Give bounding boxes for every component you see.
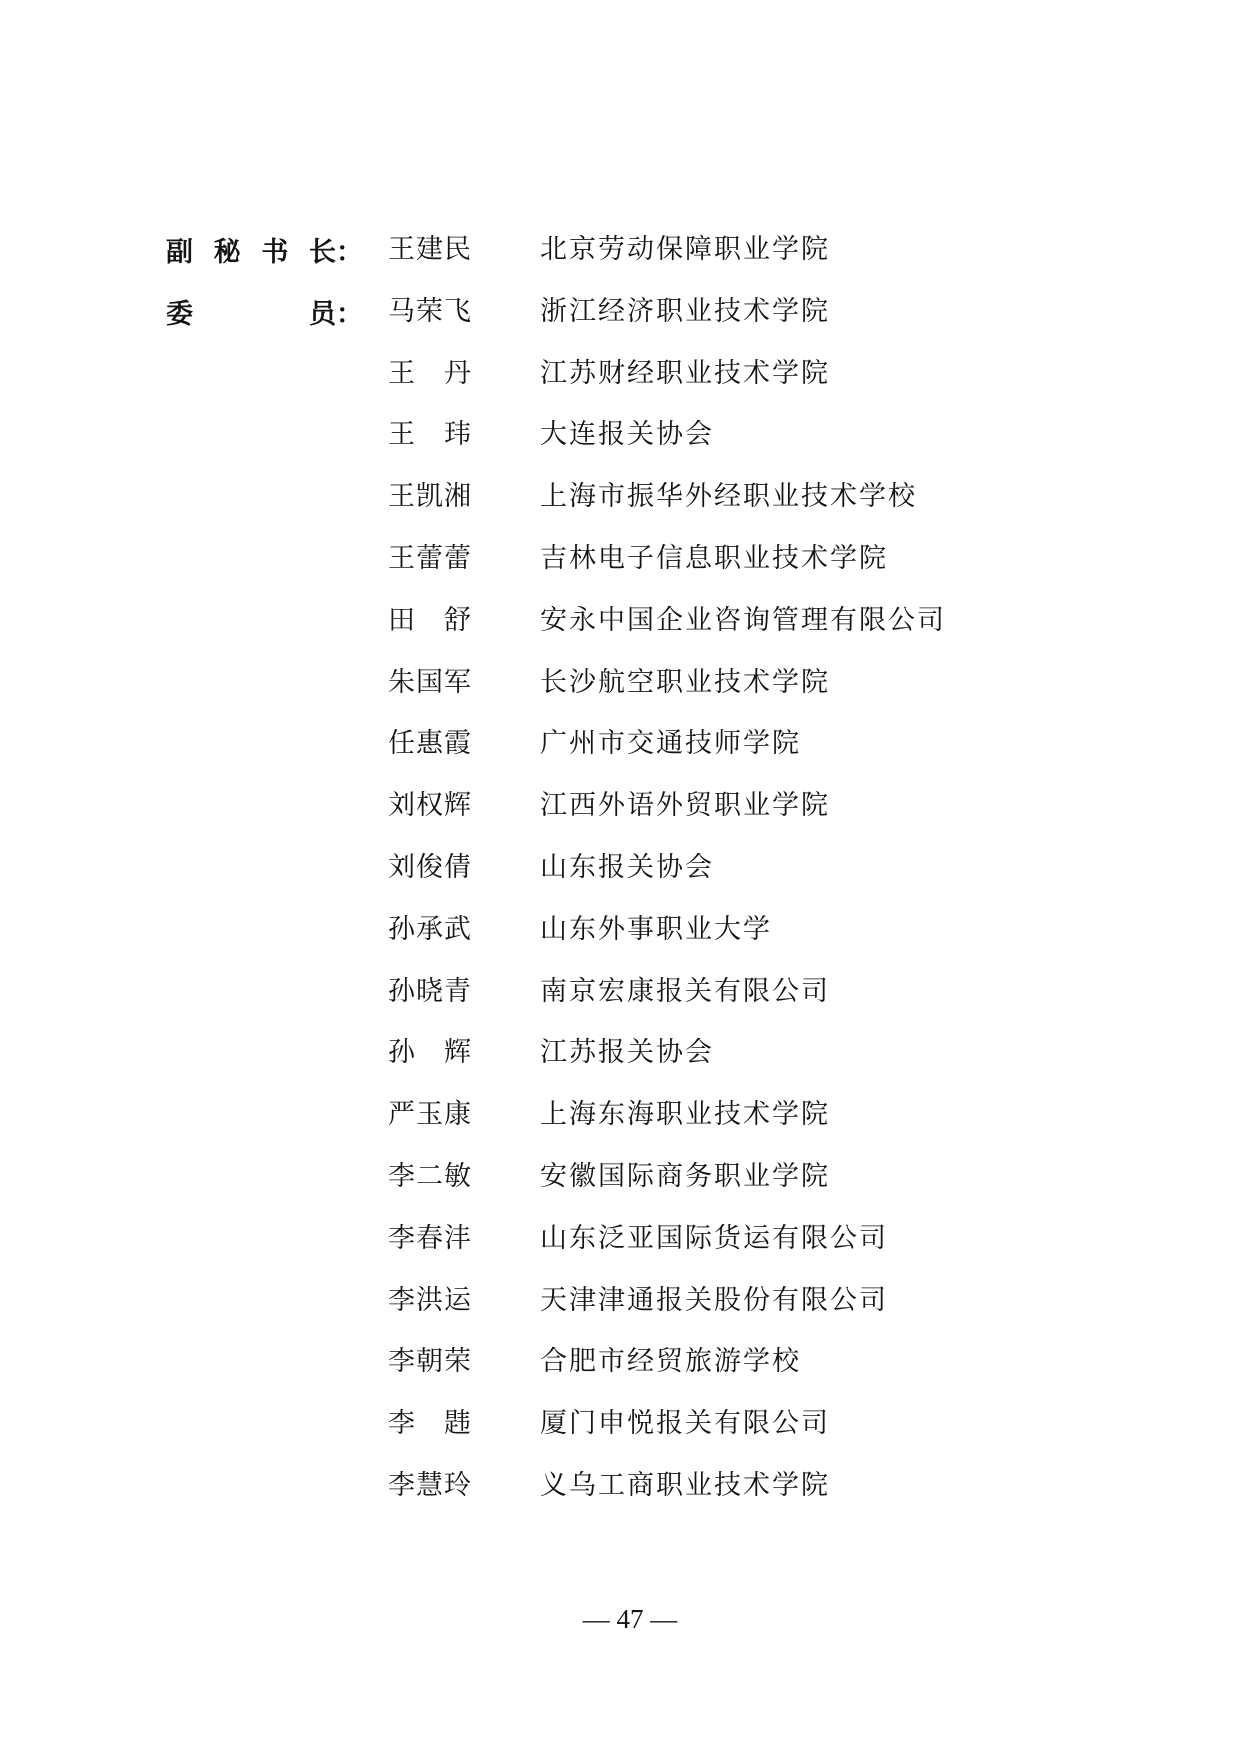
member-organization: 山东外事职业大学 xyxy=(540,913,772,945)
member-roster xyxy=(0,219,1240,1517)
member-name: 田 舒 xyxy=(388,604,472,636)
roster-row xyxy=(0,528,1240,590)
member-organization: 安永中国企业咨询管理有限公司 xyxy=(540,604,946,636)
member-organization: 上海东海职业技术学院 xyxy=(540,1099,830,1131)
section-title-label xyxy=(166,230,336,269)
roster-row xyxy=(0,219,1240,281)
roster-row xyxy=(0,713,1240,775)
member-organization: 天津津通报关股份有限公司 xyxy=(540,1284,888,1316)
member-name: 李慧玲 xyxy=(388,1469,472,1501)
member-organization: 厦门申悦报关有限公司 xyxy=(540,1408,830,1440)
section-title-char: 长 xyxy=(308,237,336,269)
page-number: — 47 — xyxy=(582,1604,678,1634)
roster-row xyxy=(0,466,1240,528)
roster-row xyxy=(0,590,1240,652)
member-organization: 合肥市经贸旅游学校 xyxy=(540,1346,801,1378)
member-organization: 山东泛亚国际货运有限公司 xyxy=(540,1222,888,1254)
member-organization: 江西外语外贸职业学院 xyxy=(540,790,830,822)
member-name: 刘俊倩 xyxy=(388,851,472,883)
member-name: 刘权辉 xyxy=(388,790,472,822)
roster-row xyxy=(0,1084,1240,1146)
roster-row xyxy=(0,343,1240,405)
member-organization: 南京宏康报关有限公司 xyxy=(540,975,830,1007)
roster-row xyxy=(0,899,1240,961)
roster-row xyxy=(0,1455,1240,1517)
section-title-char: 副 xyxy=(166,237,193,269)
roster-row xyxy=(0,652,1240,714)
member-organization: 广州市交通技师学院 xyxy=(540,728,801,760)
member-name: 王蕾蕾 xyxy=(388,542,472,574)
section-title-char: 秘 xyxy=(213,237,241,269)
member-organization: 吉林电子信息职业技术学院 xyxy=(540,542,888,574)
section-title-colon: ： xyxy=(336,299,363,331)
member-organization: 安徽国际商务职业学院 xyxy=(540,1160,830,1192)
member-name: 王 丹 xyxy=(388,357,472,389)
member-organization: 长沙航空职业技术学院 xyxy=(540,666,830,698)
member-organization: 江苏财经职业技术学院 xyxy=(540,357,830,389)
section-title-colon: ： xyxy=(336,237,363,269)
roster-row xyxy=(0,961,1240,1023)
member-name: 严玉康 xyxy=(388,1099,472,1131)
roster-row xyxy=(0,1208,1240,1270)
roster-row xyxy=(0,1022,1240,1084)
member-organization: 浙江经济职业技术学院 xyxy=(540,295,830,327)
member-name: 李 韪 xyxy=(388,1408,472,1440)
roster-row xyxy=(0,1146,1240,1208)
roster-row xyxy=(0,1331,1240,1393)
roster-row xyxy=(0,775,1240,837)
member-name: 李二敏 xyxy=(388,1160,472,1192)
member-organization: 江苏报关协会 xyxy=(540,1037,714,1069)
member-name: 王建民 xyxy=(388,234,472,265)
member-name: 马荣飞 xyxy=(388,295,472,327)
member-organization: 义乌工商职业技术学院 xyxy=(540,1469,830,1501)
member-name: 王 玮 xyxy=(388,419,472,451)
member-name: 朱国军 xyxy=(388,666,472,698)
member-name: 李洪运 xyxy=(388,1284,472,1316)
member-organization: 山东报关协会 xyxy=(540,851,714,883)
section-title xyxy=(166,219,363,281)
member-name: 孙晓青 xyxy=(388,975,472,1007)
roster-row xyxy=(0,404,1240,466)
member-name: 李朝荣 xyxy=(388,1346,472,1378)
member-name: 王凯湘 xyxy=(388,481,472,513)
member-organization: 上海市振华外经职业技术学校 xyxy=(540,481,917,513)
section-title-char: 委 xyxy=(166,299,193,331)
member-organization: 大连报关协会 xyxy=(540,419,714,451)
member-name: 孙承武 xyxy=(388,913,472,945)
member-organization: 北京劳动保障职业学院 xyxy=(540,234,830,265)
section-title-label xyxy=(166,292,336,331)
roster-row xyxy=(0,281,1240,343)
member-name: 李春沣 xyxy=(388,1222,472,1254)
member-name: 任惠霞 xyxy=(388,728,472,760)
roster-row xyxy=(0,1270,1240,1332)
section-title xyxy=(166,281,363,343)
roster-row xyxy=(0,1393,1240,1455)
roster-row xyxy=(0,837,1240,899)
member-name: 孙 辉 xyxy=(388,1037,472,1069)
section-title-char: 员 xyxy=(309,299,336,331)
section-title-char: 书 xyxy=(261,237,289,269)
